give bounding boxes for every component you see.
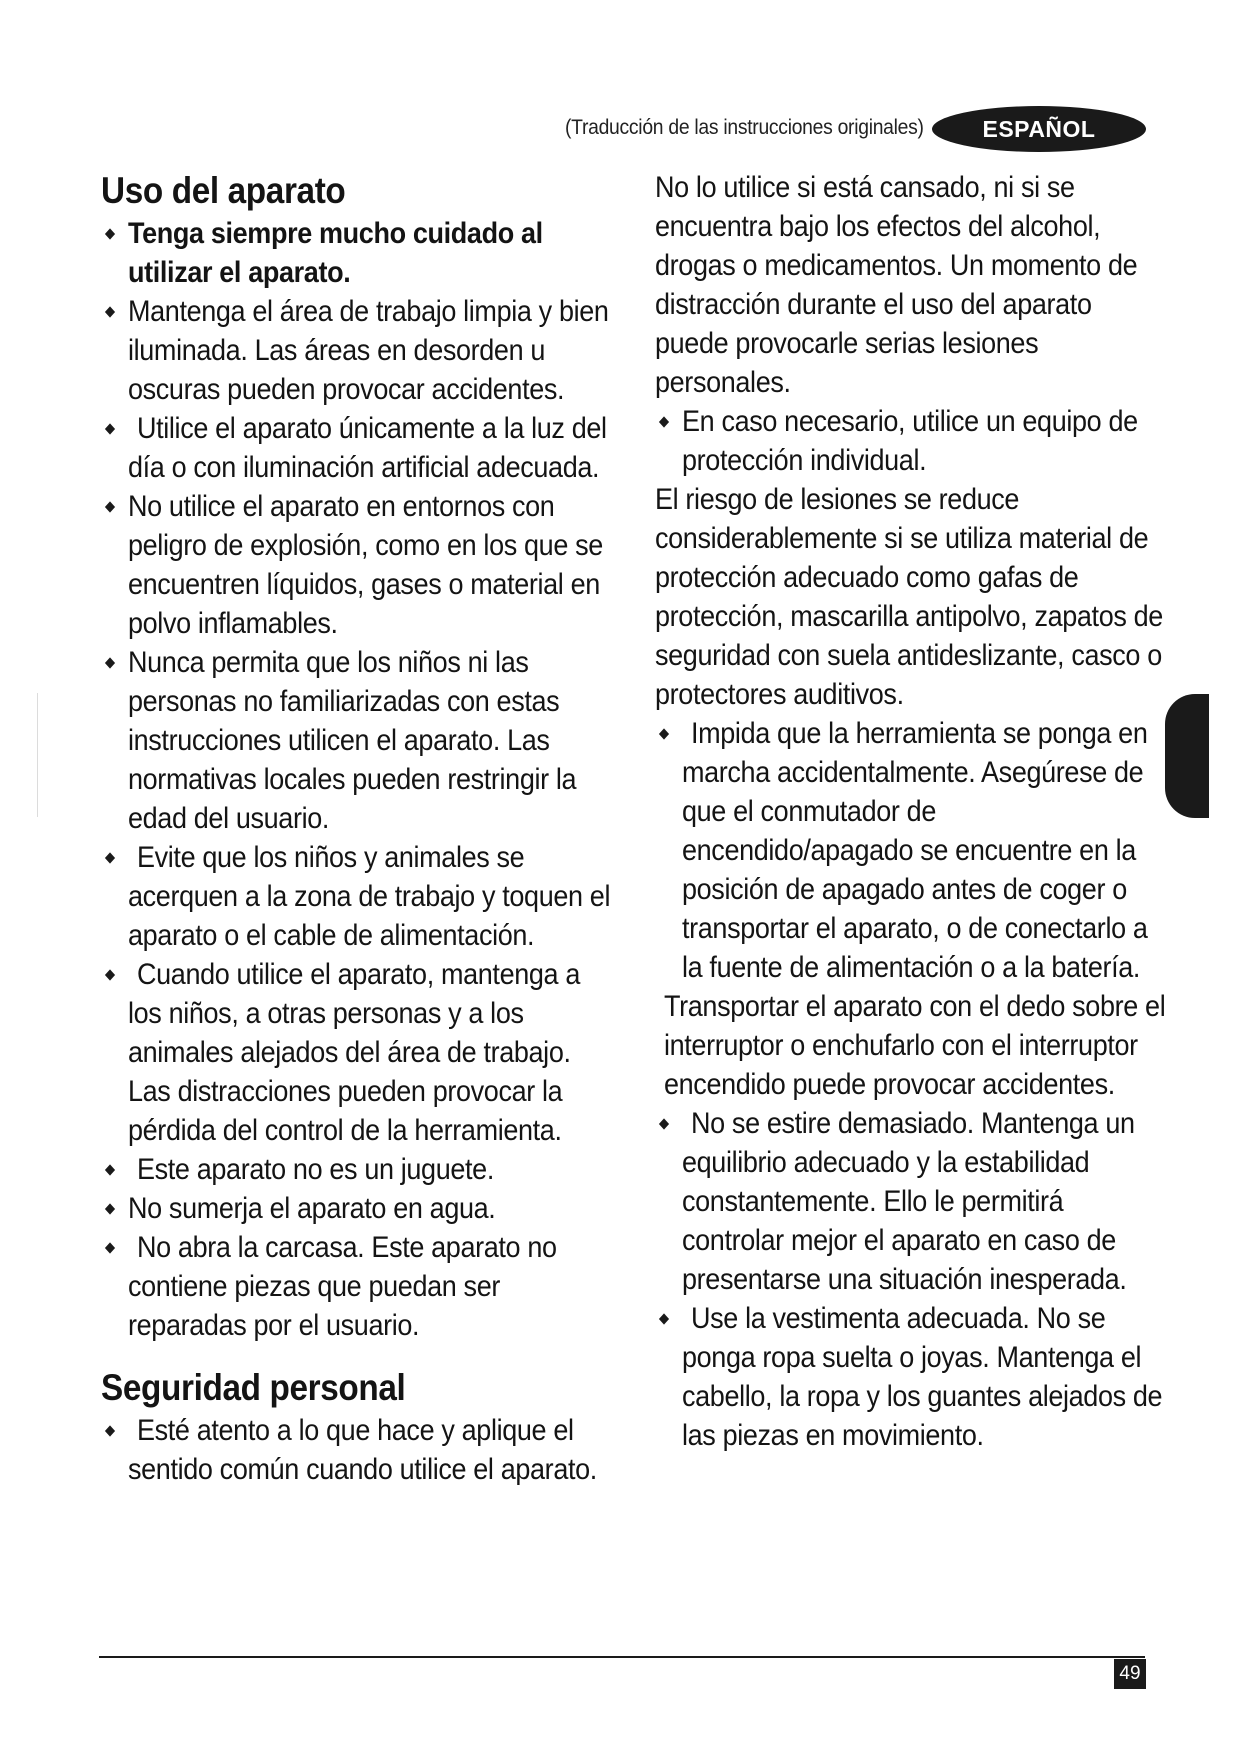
list-item: Este aparato no es un juguete. bbox=[101, 1150, 614, 1189]
list-item: Nunca permita que los niños ni las personas no familiarizadas con estas instrucciones utilicen el aparato. Las normativas locales pueden restringir la edad del usuario. bbox=[101, 643, 614, 838]
protection-note: El riesgo de lesiones se reduce considerablemente si se utiliza material de protección adecuado como gafas de protección, mascarilla antipolvo, zapatos de seguridad con suela antideslizante, casco o protectores auditivos. bbox=[655, 483, 1163, 711]
left-column bbox=[101, 168, 621, 1489]
list-item: No abra la carcasa. Este aparato no contiene piezas que puedan ser reparadas por el usuario. bbox=[101, 1228, 614, 1345]
uso-del-aparato-list bbox=[101, 214, 614, 1345]
list-item: Cuando utilice el aparato, mantenga a los niños, a otras personas y a los animales alejados del área de trabajo. Las distracciones pueden provocar la pérdida del control de la herramienta. bbox=[101, 955, 614, 1150]
translation-note: (Traducción de las instrucciones originales) bbox=[565, 116, 924, 139]
continuation-paragraph: No lo utilice si está cansado, ni si se encuentra bajo los efectos del alcohol, drogas o medicamentos. Un momento de distracción durante el uso del aparato puede provocarle serias lesiones personales. bbox=[655, 171, 1138, 399]
section-title-uso-del-aparato: Uso del aparato bbox=[101, 170, 346, 211]
page-number: 49 bbox=[1114, 1659, 1146, 1689]
switch-note: Transportar el aparato con el dedo sobre el interruptor o enchufarlo con el interruptor encendido puede provocar accidentes. bbox=[664, 990, 1166, 1101]
list-item: No sumerja el aparato en agua. bbox=[101, 1189, 614, 1228]
page-edge-line bbox=[37, 693, 38, 817]
section-title-seguridad-personal: Seguridad personal bbox=[101, 1367, 406, 1408]
list-item: Esté atento a lo que hace y aplique el sentido común cuando utilice el aparato. bbox=[101, 1411, 614, 1489]
list-item: Tenga siempre mucho cuidado al utilizar el aparato. bbox=[101, 214, 614, 292]
list-item: En caso necesario, utilice un equipo de protección individual. bbox=[655, 402, 1168, 480]
seguridad-personal-list bbox=[101, 1411, 614, 1489]
left-column-text bbox=[101, 168, 614, 1489]
list-item: Mantenga el área de trabajo limpia y bien iluminada. Las áreas en desorden u oscuras pueden provocar accidentes. bbox=[101, 292, 614, 409]
footer-rule bbox=[99, 1656, 1145, 1658]
list-item: No se estire demasiado. Mantenga un equilibrio adecuado y la estabilidad constantemente. Ello le permitirá controlar mejor el aparato en caso de presentarse una situación inesperada. bbox=[655, 1104, 1168, 1299]
right-list-a bbox=[655, 402, 1168, 480]
list-item: Utilice el aparato únicamente a la luz del día o con iluminación artificial adecuada. bbox=[101, 409, 614, 487]
right-list-b bbox=[655, 714, 1168, 987]
list-item: Use la vestimenta adecuada. No se ponga ropa suelta o joyas. Mantenga el cabello, la ropa y los guantes alejados de las piezas en movimiento. bbox=[655, 1299, 1168, 1455]
list-item: Evite que los niños y animales se acerquen a la zona de trabajo y toquen el aparato o el cable de alimentación. bbox=[101, 838, 614, 955]
right-column-text bbox=[655, 168, 1168, 1455]
list-item: No utilice el aparato en entornos con peligro de explosión, como en los que se encuentren líquidos, gases o material en polvo inflamables. bbox=[101, 487, 614, 643]
language-badge: ESPAÑOL bbox=[932, 106, 1146, 152]
right-column bbox=[655, 168, 1175, 1455]
right-list-c bbox=[655, 1104, 1168, 1455]
list-item: Impida que la herramienta se ponga en marcha accidentalmente. Asegúrese de que el conmutador de encendido/apagado se encuentre en la posición de apagado antes de coger o transportar el aparato, o de conectarlo a la fuente de alimentación o a la batería. bbox=[655, 714, 1168, 987]
